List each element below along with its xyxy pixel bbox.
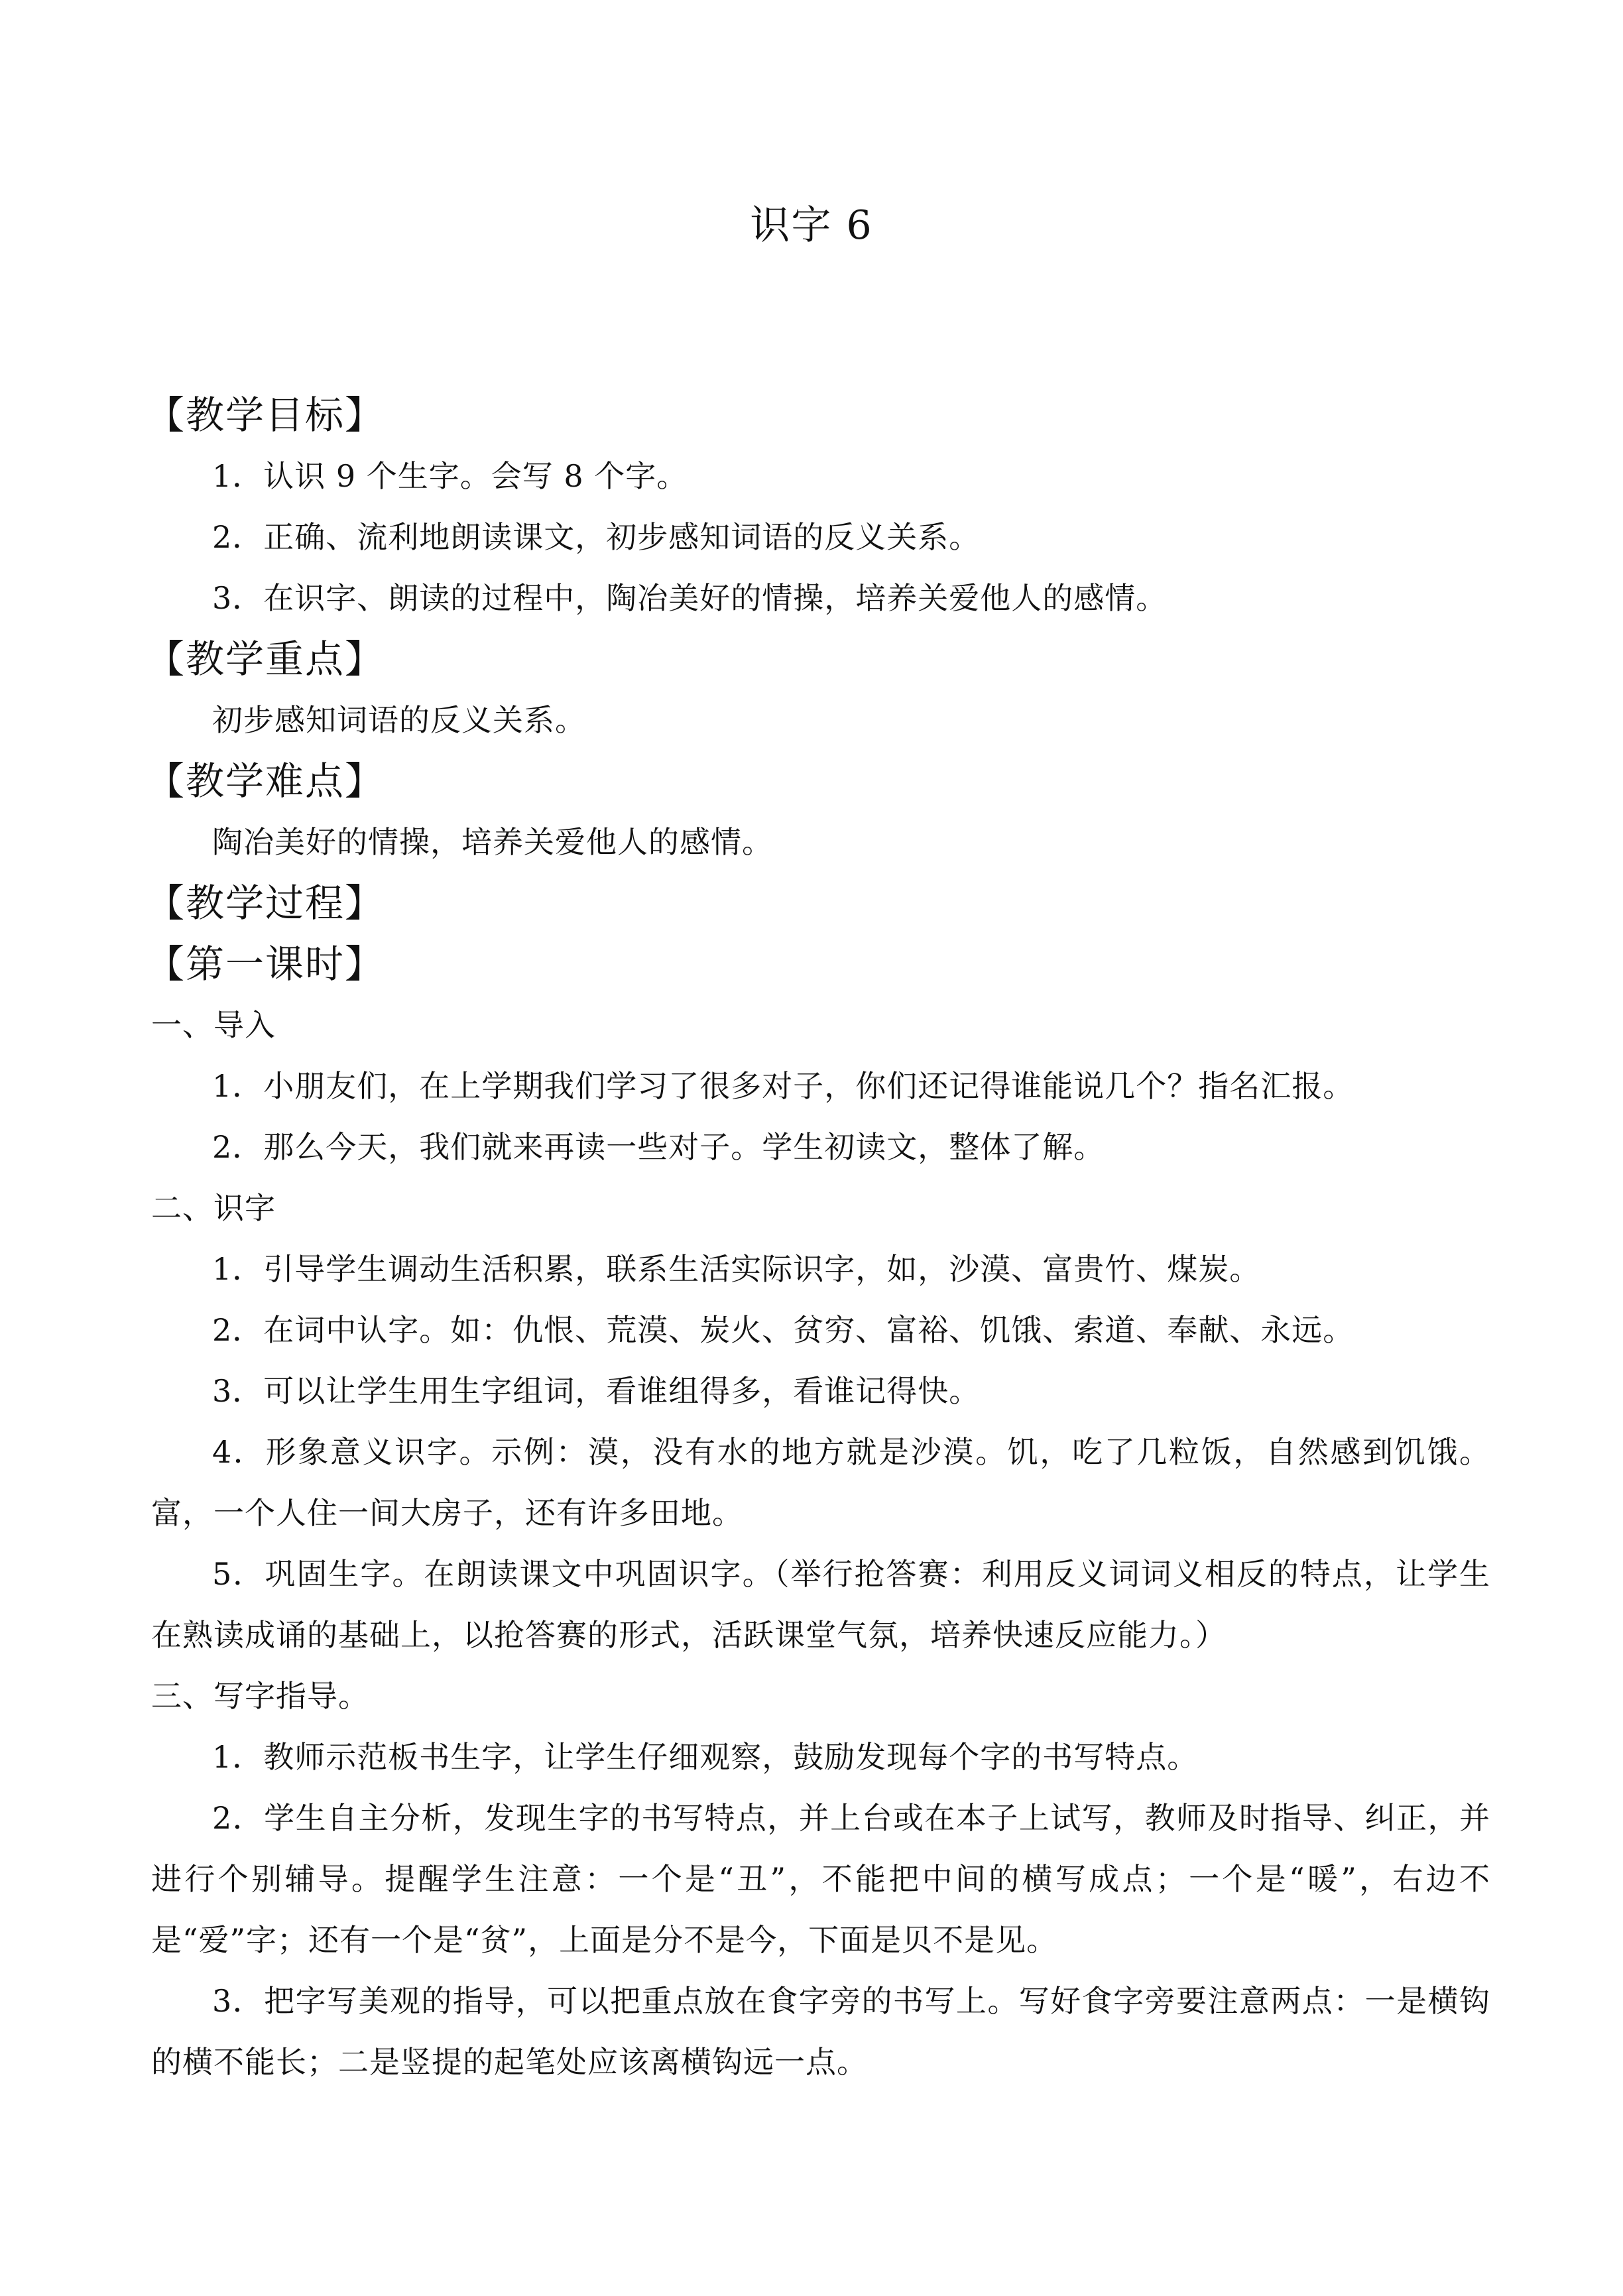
document-title: 识字 6 bbox=[750, 202, 873, 249]
part-two-item: 2．在词中认字。如：仇恨、荒漠、炭火、贫穷、富裕、饥饿、索道、奉献、永远。 bbox=[212, 1312, 1354, 1348]
part-one-item: 1．小朋友们，在上学期我们学习了很多对子，你们还记得谁能说几个？指名汇报。 bbox=[212, 1068, 1354, 1104]
part-two-item: 3．可以让学生用生字组词，看谁组得多，看谁记得快。 bbox=[212, 1373, 981, 1409]
part-one-item: 2．那么今天，我们就来再读一些对子。学生初读文，整体了解。 bbox=[212, 1129, 1105, 1165]
difficulty-text: 陶冶美好的情操，培养关爱他人的感情。 bbox=[212, 824, 773, 860]
part-two-item: 1．引导学生调动生活积累，联系生活实际识字，如，沙漠、富贵竹、煤炭。 bbox=[212, 1251, 1261, 1287]
lesson-one-heading: 【第一课时】 bbox=[146, 941, 385, 987]
key-points-text: 初步感知词语的反义关系。 bbox=[212, 702, 586, 738]
part-two-item: 5．巩固生字。在朗读课文中巩固识字。（举行抢答赛：利用反义词词义相反的特点，让学生在熟读成诵的基础上，以抢答赛的形式，活跃课堂气氛，培养快速反应能力。） bbox=[151, 1556, 1490, 1653]
part-three-title: 三、写字指导。 bbox=[151, 1678, 369, 1714]
part-two-item: 4．形象意义识字。示例：漠，没有水的地方就是沙漠。饥，吃了几粒饭，自然感到饥饿。富，一个人住一间大房子，还有许多田地。 bbox=[151, 1434, 1490, 1531]
goal-item: 3．在识字、朗读的过程中，陶冶美好的情操，培养关爱他人的感情。 bbox=[212, 580, 1168, 616]
difficulty-heading: 【教学难点】 bbox=[146, 758, 385, 804]
part-three-item: 2．学生自主分析，发现生字的书写特点，并上台或在本子上试写，教师及时指导、纠正，并进行个别辅导。提醒学生注意：一个是“丑”，不能把中间的横写成点；一个是“暖”，右边不是“爱”字；还有一个是“贫”，上面是分不是今，下面是贝不是见。 bbox=[151, 1800, 1490, 1958]
part-one-title: 一、导入 bbox=[151, 1007, 276, 1043]
goals-heading: 【教学目标】 bbox=[146, 393, 385, 438]
part-two-title: 二、识字 bbox=[151, 1190, 276, 1226]
part-three-item: 3．把字写美观的指导，可以把重点放在食字旁的书写上。写好食字旁要注意两点：一是横钩的横不能长；二是竖提的起笔处应该离横钩远一点。 bbox=[151, 1983, 1490, 2080]
key-points-heading: 【教学重点】 bbox=[146, 636, 385, 682]
process-heading: 【教学过程】 bbox=[146, 880, 385, 926]
goal-item: 1．认识 9 个生字。会写 8 个字。 bbox=[212, 458, 688, 494]
part-three-item: 1．教师示范板书生字，让学生仔细观察，鼓励发现每个字的书写特点。 bbox=[212, 1739, 1199, 1775]
document-body bbox=[146, 385, 1490, 2092]
goal-item: 2．正确、流利地朗读课文，初步感知词语的反义关系。 bbox=[212, 519, 981, 555]
